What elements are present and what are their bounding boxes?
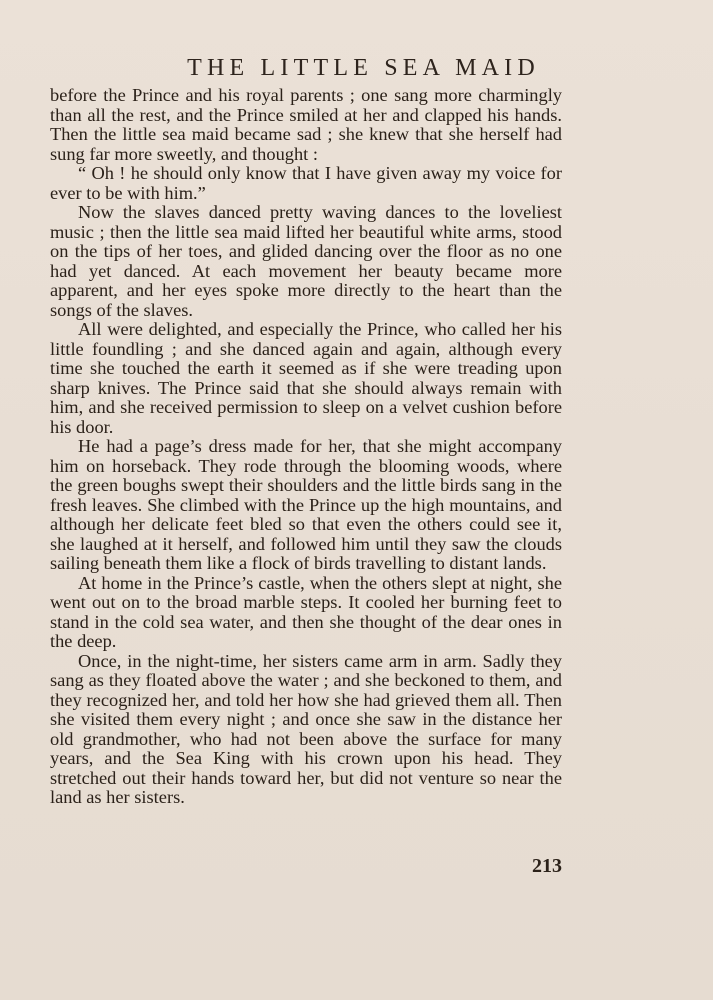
paragraph-7: Once, in the night-time, her sisters came arm in arm. Sadly they sang as they floated above the water ; and she beckoned to them, and they recognized her, and told her how she had grieved them all. Then she visited them every night ; and once she saw in the distance her old grandmother, who had not been above the surface for many years, and the Sea King with his crown upon his head. They stretched out their hands toward her, but did not venture so near the land as her sisters. (50, 650, 562, 807)
paragraph-3: Now the slaves danced pretty waving dances to the loveliest music ; then the little sea maid lifted her beautiful white arms, stood on the tips of her toes, and glided dancing over the floor as no one had yet danced. At each movement her beauty became more apparent, and her eyes spoke more directly to the heart than the songs of the slaves. (50, 202, 562, 320)
paragraph-1: before the Prince and his royal parents ; one sang more charmingly than all the rest, and the Prince smiled at her and clapped his hands. Then the little sea maid became sad ; she knew that she herself had sung far more sweetly, and thought : (50, 85, 562, 164)
body-text (50, 86, 562, 808)
page-number: 213 (532, 855, 562, 877)
paragraph-5: He had a page’s dress made for her, that she might accompany him on horseback. They rode through the blooming woods, where the green boughs swept their shoulders and the little birds sang in the fresh leaves. She climbed with the Prince up the high mountains, and although her delicate feet bled so that even the others could see it, she laughed at it herself, and followed him until they saw the clouds sailing beneath them like a flock of birds travelling to distant lands. (50, 436, 562, 573)
paragraph-2: “ Oh ! he should only know that I have given away my voice for ever to be with him.” (50, 163, 562, 203)
paragraph-4: All were delighted, and especially the Prince, who called her his little foundling ; and she danced again and again, although every time she touched the earth it seemed as if she were treading upon sharp knives. The Prince said that she should always remain with him, and she received permission to sleep on a velvet cushion before his door. (50, 319, 562, 437)
running-head-title: THE LITTLE SEA MAID (187, 55, 540, 81)
paragraph-6: At home in the Prince’s castle, when the others slept at night, she went out on to the broad marble steps. It cooled her burning feet to stand in the cold sea water, and then she thought of the dear ones in the deep. (50, 572, 562, 651)
